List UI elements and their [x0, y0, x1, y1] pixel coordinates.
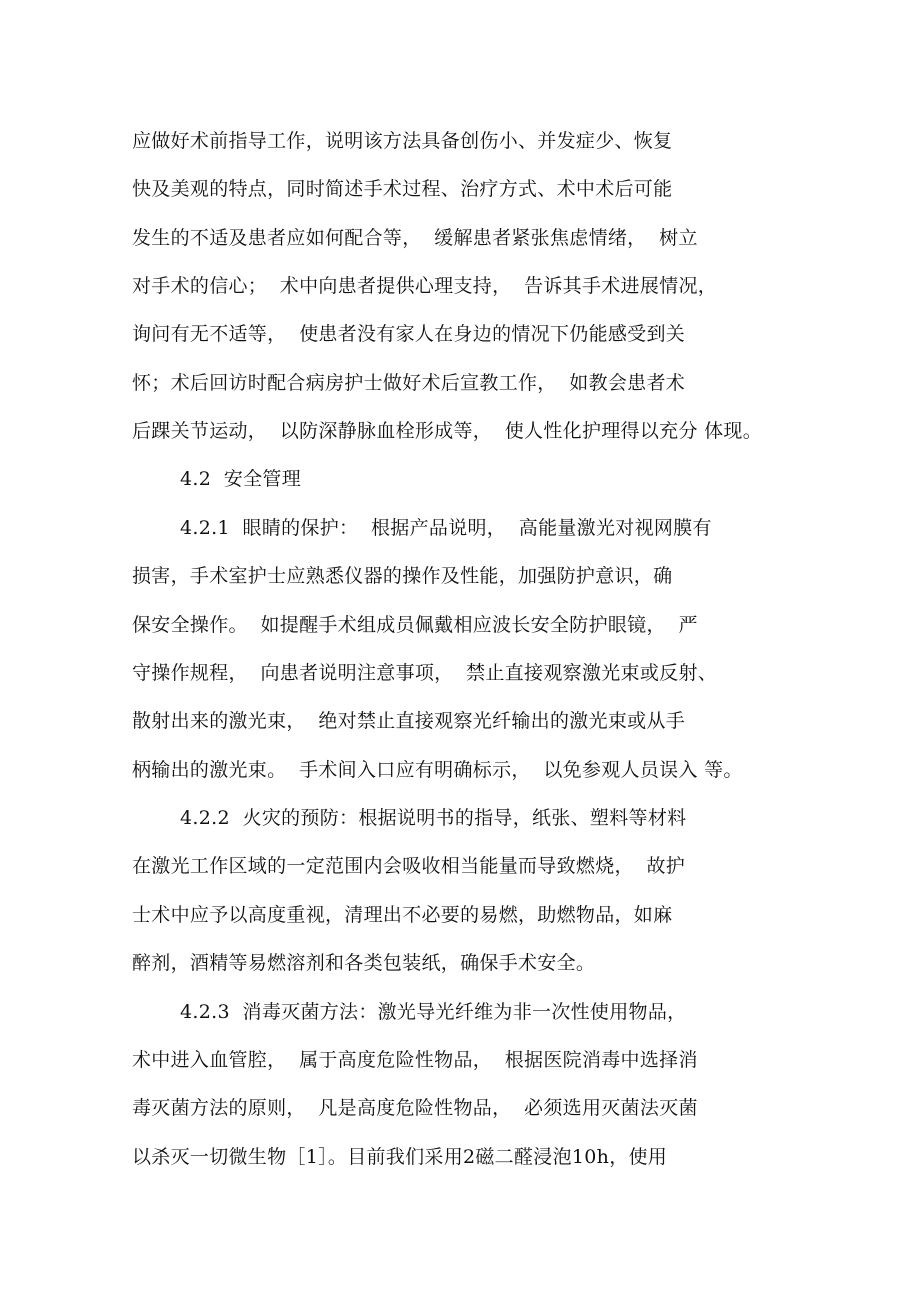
- text-line: 应做好术前指导工作，说明该方法具备创伤小、并发症少、恢复: [132, 130, 673, 152]
- text-line: 询问有无不适等， 使患者没有家人在身边的情况下仍能感受到关: [132, 323, 686, 345]
- text-line: 醉剂，酒精等易燃溶剂和各类包装纸，确保手术安全。: [132, 952, 596, 974]
- text-line: 术中进入血管腔， 属于高度危险性物品， 根据医院消毒中选择消: [132, 1049, 698, 1071]
- text-line: 发生的不适及患者应如何配合等， 缓解患者紧张焦虑情绪， 树立: [132, 227, 698, 249]
- text-line: 损害，手术室护士应熟悉仪器的操作及性能，加强防护意识，确: [132, 565, 673, 587]
- text-line: 散射出来的激光束， 绝对禁止直接观察光纤输出的激光束或从手: [132, 710, 686, 732]
- text-line: 对手术的信心； 术中向患者提供心理支持， 告诉其手术进展情况，: [132, 275, 718, 297]
- text-line: 守操作规程， 向患者说明注意事项， 禁止直接观察激光束或反射、: [132, 662, 718, 684]
- text-line: 柄输出的激光束。 手术间入口应有明确标示， 以免参观人员误入 等。: [132, 759, 743, 781]
- text-line: 快及美观的特点，同时简述手术过程、治疗方式、术中术后可能: [132, 178, 673, 200]
- text-line: 保安全操作。 如提醒手术组成员佩戴相应波长安全防护眼镜， 严: [132, 614, 698, 636]
- text-line: 怀；术后回访时配合病房护士做好术后宣教工作， 如教会患者术: [132, 372, 686, 394]
- text-line: 以杀灭一切微生物［1］。目前我们采用2磁二醛浸泡10h，使用: [132, 1146, 668, 1168]
- text-line: 士术中应予以高度重视，清理出不必要的易燃，助燃物品，如麻: [132, 904, 673, 926]
- subsection-heading-line: 4.2.3 消毒灭菌方法：激光导光纤维为非一次性使用物品，: [180, 1001, 687, 1023]
- subsection-heading-line: 4.2.1 眼睛的保护： 根据产品说明， 高能量激光对视网膜有: [180, 517, 712, 539]
- text-line: 毒灭菌方法的原则， 凡是高度危险性物品， 必须选用灭菌法灭菌: [132, 1097, 698, 1119]
- section-heading: 4.2 安全管理: [180, 468, 301, 490]
- text-line: 在激光工作区域的一定范围内会吸收相当能量而导致燃烧， 故护: [132, 855, 686, 877]
- text-line: 后踝关节运动， 以防深静脉血栓形成等， 使人性化护理得以充分 体现。: [132, 420, 762, 442]
- subsection-heading-line: 4.2.2 火灾的预防：根据说明书的指导，纸张、塑料等材料: [180, 807, 687, 829]
